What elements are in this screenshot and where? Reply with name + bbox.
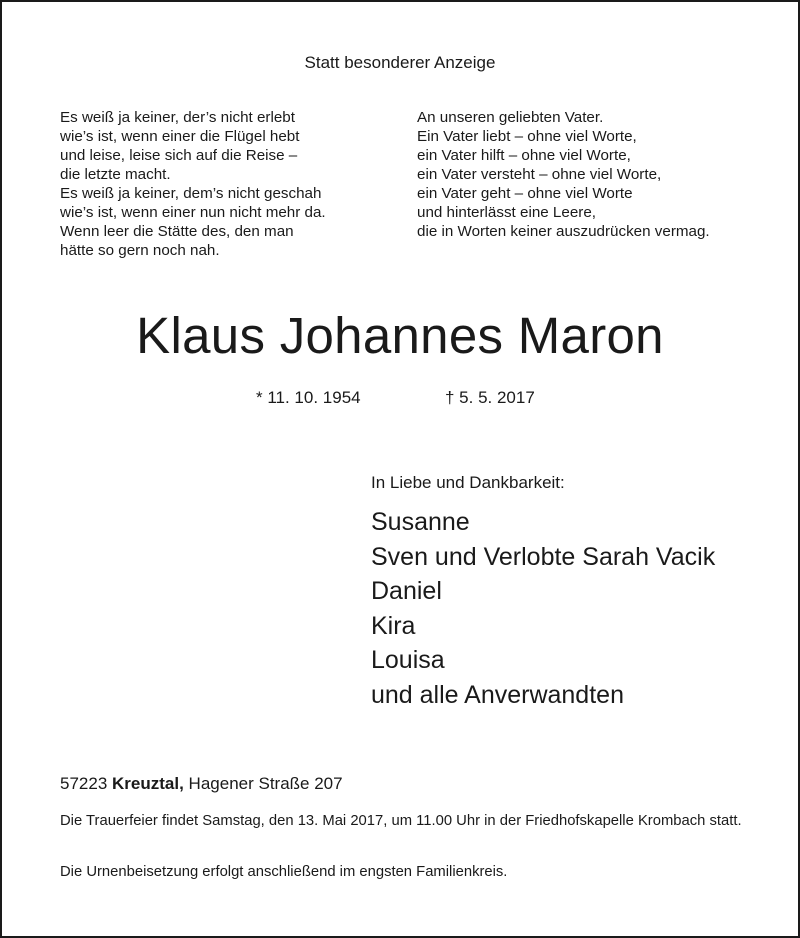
poem-line: wie’s ist, wenn einer die Flügel hebt	[60, 128, 300, 145]
poem-line: und hinterlässt eine Leere,	[417, 204, 596, 221]
death-date: † 5. 5. 2017	[445, 388, 535, 407]
mourners-list	[371, 505, 715, 713]
mourner-name: Kira	[371, 611, 416, 640]
mourner-name: Sven und Verlobte Sarah Vacik	[371, 542, 716, 571]
birth-date: * 11. 10. 1954	[256, 388, 361, 407]
mourners-intro: In Liebe und Dankbarkeit:	[371, 473, 565, 492]
mourner-name: Susanne	[371, 508, 470, 536]
poem-line: ein Vater geht – ohne viel Worte	[417, 185, 633, 202]
notice-header: Statt besonderer Anzeige	[304, 53, 496, 72]
poem-right	[417, 108, 710, 241]
poem-line: hätte so gern noch nah.	[60, 242, 220, 259]
poem-line: An unseren geliebten Vater.	[417, 109, 604, 126]
mourner-name: Louisa	[371, 646, 445, 675]
mourner-name: und alle Anverwandten	[371, 680, 624, 709]
poem-line: die in Worten keiner auszudrücken vermag.	[417, 223, 710, 240]
deceased-name: Klaus Johannes Maron	[136, 307, 664, 364]
mourner-name: Daniel	[371, 577, 442, 606]
address-street: Hagener Straße 207	[188, 774, 343, 793]
poem-line: Wenn leer die Stätte des, den man	[60, 223, 294, 240]
poem-line: ein Vater versteht – ohne viel Worte,	[417, 166, 662, 183]
family-address	[60, 773, 343, 795]
funeral-service-info: Die Trauerfeier findet Samstag, den 13. Mai 2017, um 11.00 Uhr in der Friedhofskapelle Krombach statt.	[60, 813, 742, 829]
address-city: Kreuztal,	[112, 774, 184, 793]
poem-line: wie’s ist, wenn einer nun nicht mehr da.	[60, 204, 326, 221]
poem-left	[60, 108, 326, 260]
poem-line: und leise, leise sich auf die Reise –	[60, 147, 298, 164]
burial-info: Die Urnenbeisetzung erfolgt anschließend im engsten Familienkreis.	[60, 864, 508, 880]
poem-line: Ein Vater liebt – ohne viel Worte,	[417, 128, 637, 145]
address-postcode: 57223	[60, 774, 108, 793]
poem-line: die letzte macht.	[60, 166, 171, 183]
poem-line: Es weiß ja keiner, der’s nicht erlebt	[60, 109, 295, 126]
poem-line: ein Vater hilft – ohne viel Worte,	[417, 147, 631, 164]
poem-line: Es weiß ja keiner, dem’s nicht geschah	[60, 185, 322, 202]
